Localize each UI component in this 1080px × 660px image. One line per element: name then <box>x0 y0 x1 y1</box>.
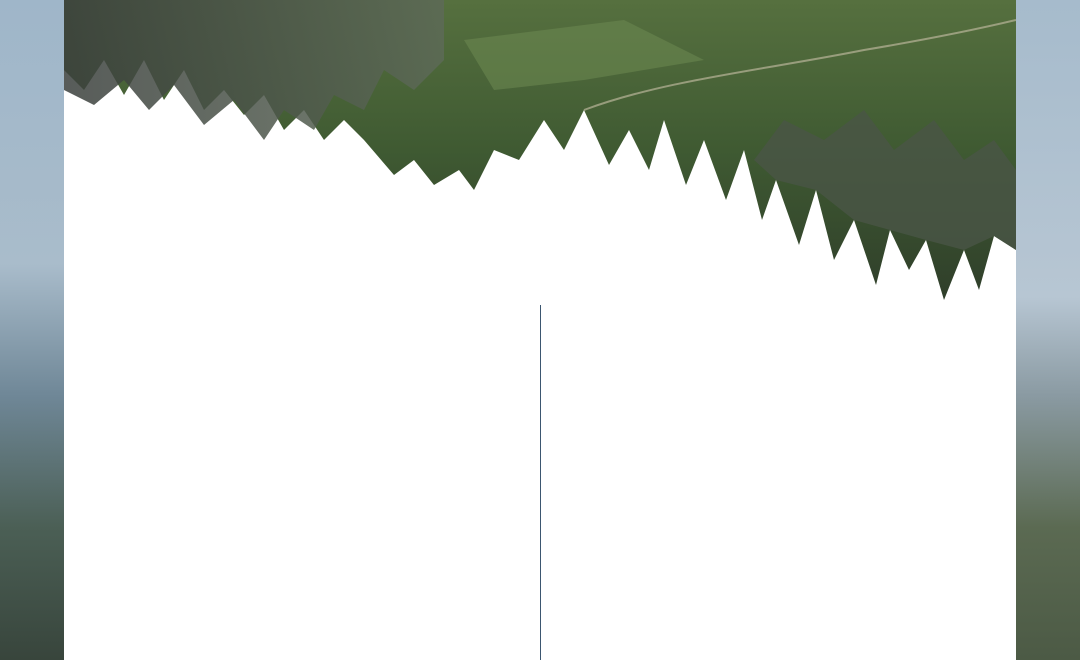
event-poster <box>64 0 1016 660</box>
background-photo-left <box>0 0 64 660</box>
background-photo-right <box>1016 0 1080 660</box>
mountain-photo <box>64 0 1016 310</box>
column-divider <box>540 305 541 660</box>
